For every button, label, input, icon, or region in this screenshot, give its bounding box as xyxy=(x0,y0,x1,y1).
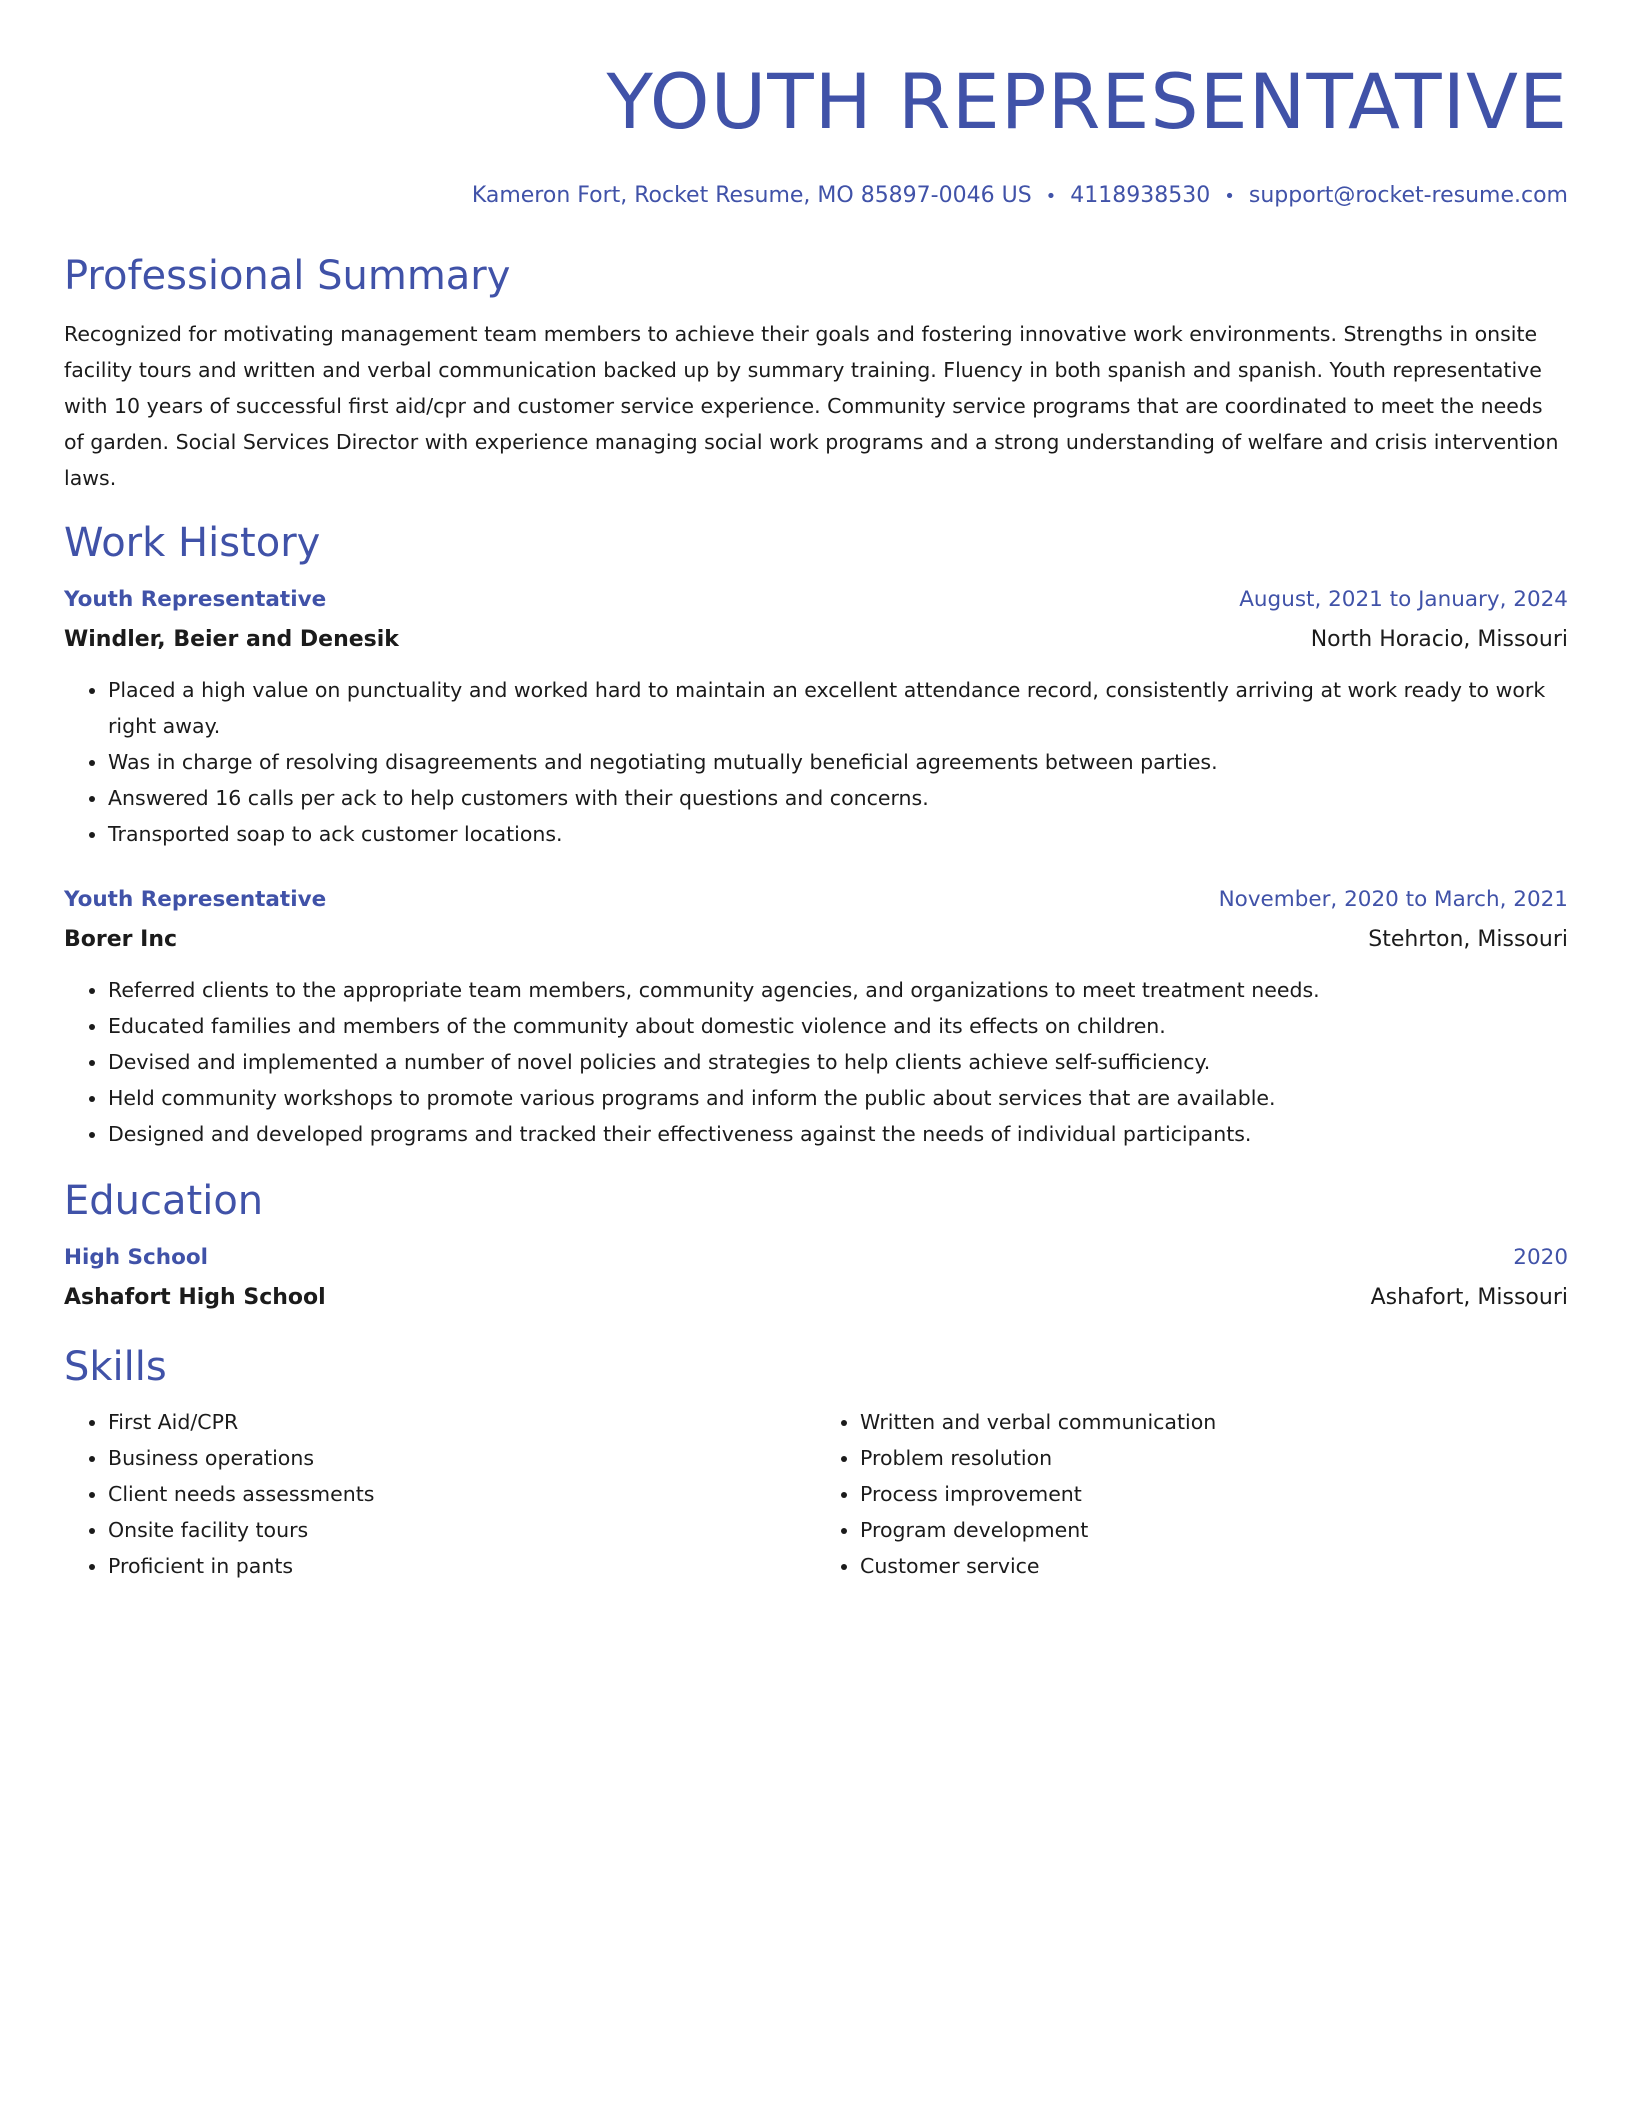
work-history-heading: Work History xyxy=(64,520,321,566)
education-school: Ashafort High School xyxy=(64,1285,326,1310)
skill-item: • First Aid/CPR xyxy=(108,1404,816,1440)
job-company-row xyxy=(64,920,1568,960)
education-header xyxy=(64,1238,1568,1278)
job-bullet: • Designed and developed programs and tracked their effectiveness against the needs of individual participants. xyxy=(108,1116,1568,1152)
job-entry xyxy=(64,880,1568,1152)
job-bullet: • Devised and implemented a number of novel policies and strategies to help clients achieve self-sufficiency. xyxy=(108,1044,1568,1080)
education-heading: Education xyxy=(64,1178,264,1224)
education-location: Ashafort, Missouri xyxy=(1370,1285,1568,1310)
job-bullet: • Placed a high value on punctuality and worked hard to maintain an excellent attendance record, consistently arriving at work ready to work right away. xyxy=(108,672,1568,744)
skills-list xyxy=(64,1404,1568,1584)
job-bullet: • Referred clients to the appropriate team members, community agencies, and organizations to meet treatment needs. xyxy=(108,972,1568,1008)
job-bullet: • Held community workshops to promote various programs and inform the public about services that are available. xyxy=(108,1080,1568,1116)
job-bullets xyxy=(64,972,1568,1152)
skills-column-left xyxy=(64,1404,816,1584)
job-location: Stehrton, Missouri xyxy=(1368,927,1568,952)
education-school-row xyxy=(64,1278,1568,1318)
contact-separator: • xyxy=(1224,186,1235,207)
contact-separator: • xyxy=(1045,186,1057,207)
job-bullets xyxy=(64,672,1568,852)
job-company: Windler, Beier and Denesik xyxy=(64,627,399,652)
contact-email[interactable]: support@rocket-resume.com xyxy=(1248,183,1568,208)
job-title: Youth Representative xyxy=(64,587,327,612)
job-bullet: • Was in charge of resolving disagreements and negotiating mutually beneficial agreements between parties. xyxy=(108,744,1568,780)
skill-item: • Written and verbal communication xyxy=(860,1404,1568,1440)
job-entry xyxy=(64,580,1568,852)
job-dates: November, 2020 to March, 2021 xyxy=(1218,887,1568,912)
contact-line xyxy=(64,180,1568,213)
job-header xyxy=(64,580,1568,620)
job-bullet: • Transported soap to ack customer locations. xyxy=(108,816,1568,852)
job-location: North Horacio, Missouri xyxy=(1310,627,1568,652)
resume-name: YOUTH REPRESENTATIVE xyxy=(606,57,1568,146)
education-degree: High School xyxy=(64,1245,208,1270)
skill-item: • Client needs assessments xyxy=(108,1476,816,1512)
skill-item: • Proficient in pants xyxy=(108,1548,816,1584)
job-company-row xyxy=(64,620,1568,660)
skill-item: • Program development xyxy=(860,1512,1568,1548)
skill-item: • Process improvement xyxy=(860,1476,1568,1512)
contact-phone[interactable]: 4118938530 xyxy=(1070,183,1211,208)
summary-heading: Professional Summary xyxy=(64,253,511,299)
job-dates: August, 2021 to January, 2024 xyxy=(1239,587,1568,612)
job-bullet: • Educated families and members of the community about domestic violence and its effects on children. xyxy=(108,1008,1568,1044)
contact-address: Kameron Fort, Rocket Resume, MO 85897-0046 US xyxy=(471,183,1032,208)
skill-item: • Problem resolution xyxy=(860,1440,1568,1476)
summary-text: Recognized for motivating management team members to achieve their goals and fostering innovative work environments. Strengths in onsite facility tours and written and verbal communication backed up by summary training. Fluency in both spanish and spanish. Youth representative with 10 years of successful first aid/cpr and customer service experience. Community service programs that are coordinated to meet the needs of garden. Social Services Director with experience managing social work programs and a strong understanding of welfare and crisis intervention laws. xyxy=(64,322,1559,490)
job-header xyxy=(64,880,1568,920)
job-bullet: • Answered 16 calls per ack to help customers with their questions and concerns. xyxy=(108,780,1568,816)
job-company: Borer Inc xyxy=(64,927,178,952)
skill-item: • Onsite facility tours xyxy=(108,1512,816,1548)
skills-heading: Skills xyxy=(64,1344,167,1390)
job-title: Youth Representative xyxy=(64,887,327,912)
skill-item: • Business operations xyxy=(108,1440,816,1476)
skills-column-right xyxy=(816,1404,1568,1584)
education-date: 2020 xyxy=(1513,1245,1568,1270)
education-entry xyxy=(64,1238,1568,1318)
skill-item: • Customer service xyxy=(860,1548,1568,1584)
